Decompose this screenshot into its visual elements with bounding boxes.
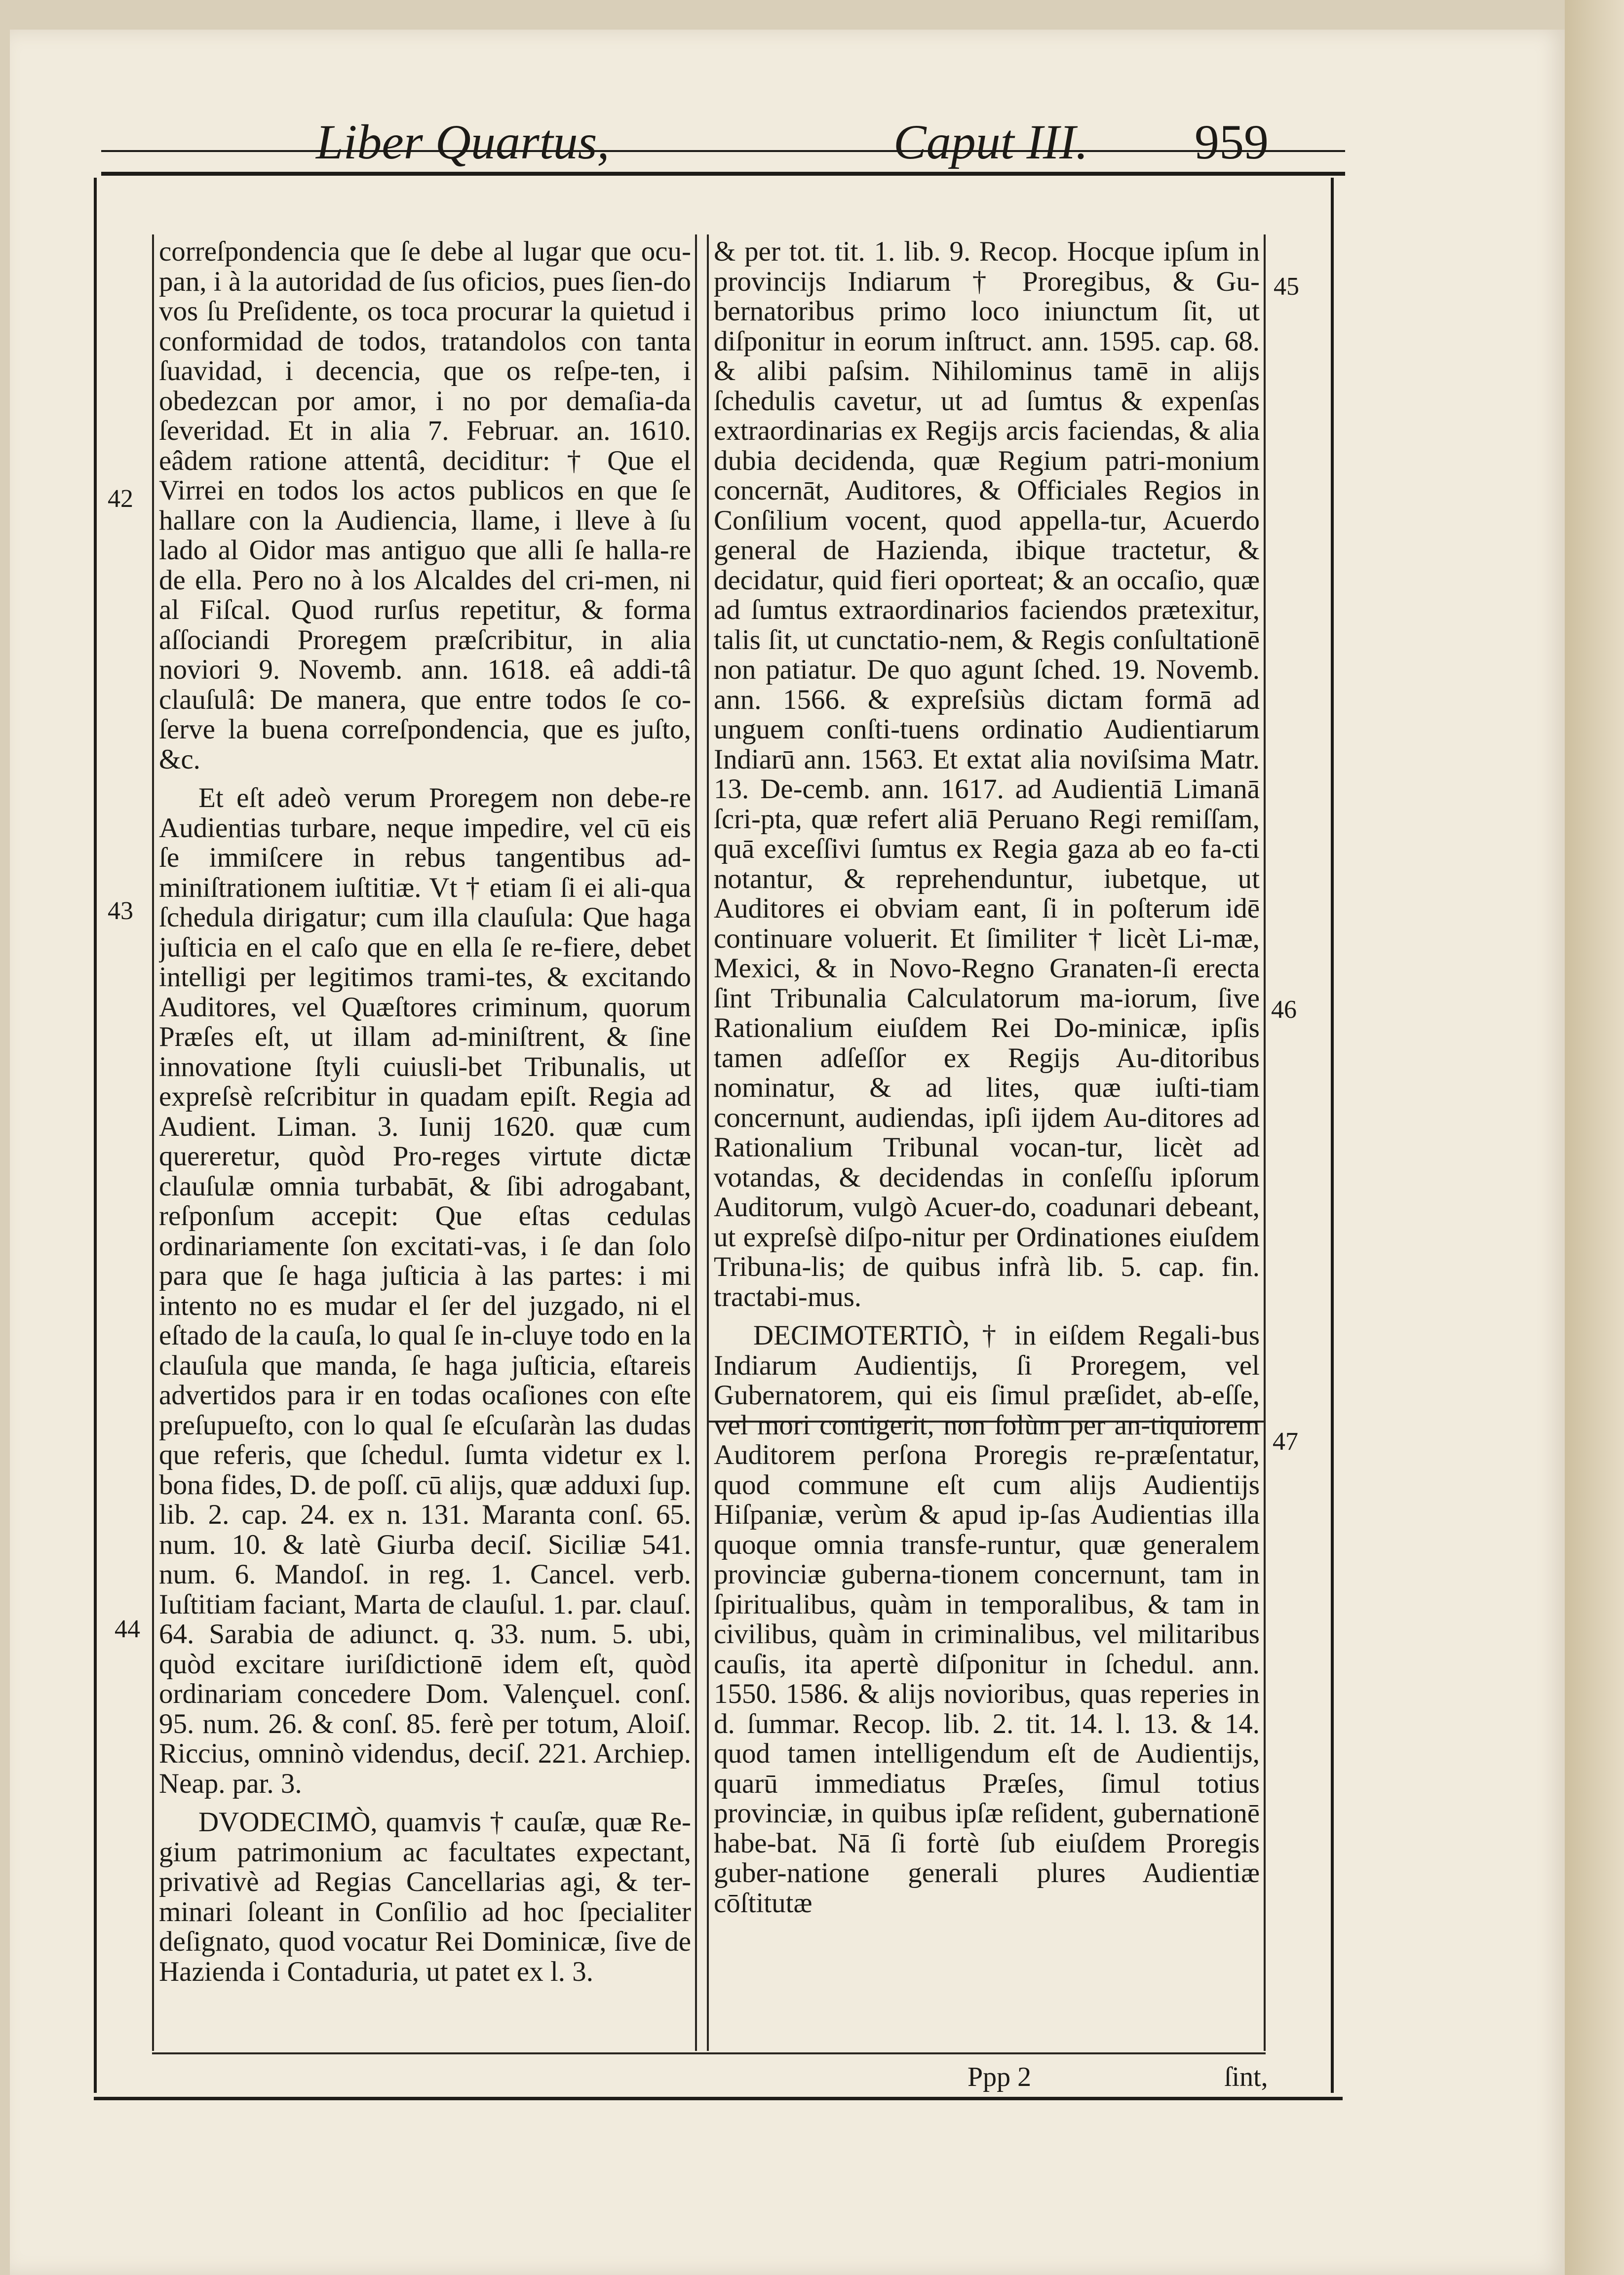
paragraph: DECIMOTERTIÒ, † in eiſdem Regali-bus Indiarum Audientijs, ſi Proregem, vel Gubernatorem, qui eis ſimul præſidet, ab-eſſe, vel mori contigerit, non ſolùm per an-tiquiorem Auditorem perſona Proregis re-præſentatur, quod commune eſt cum alijs Audientijs Hiſpaniæ, verùm & apud ip-ſas Audientias illa quoque omnia transfe-runtur, quæ generalem provinciæ guberna-tionem concernunt, tam in ſpiritualibus, quàm in temporalibus, & tam in civilibus, quàm in criminalibus, vel militaribus cauſis, ita apertè diſponitur in ſchedul. ann. 1550. 1586. & alijs novioribus, quas reperies in d. ſummar. Recop. lib. 2. tit. 14. l. 13. & 14. quod tamen intelligendum eſt de Audientijs, quarū immediatus Præſes, ſimul totius provinciæ, in quibus ipſæ reſident, gubernationē habe-bat. Nā ſi fortè ſub eiuſdem Proregis guber-natione generali plures Audientiæ cōſtitutæ [714, 1320, 1260, 1919]
paragraph: Et eſt adeò verum Proregem non debe-re Audientias turbare, neque impedire, vel cū eis ſe immiſcere in rebus tangentibus ad-miniſtrationem iuſtitiæ. Vt † etiam ſi ei ali-qua ſchedula dirigatur; cum illa clauſula: Que haga juſticia en el caſo que en ella ſe re-fiere, debet intelligi per legitimos trami-tes, & excitando Auditores, vel Quæſtores criminum, quorum Præſes eſt, ut illam ad-miniſtrent, & ſine innovatione ſtyli cuiusli-bet Tribunalis, ut expreſsè reſcribitur in quadam epiſt. Regia ad Audient. Liman. 3. Iunij 1620. quæ cum quereretur, quòd Pro-reges virtute dictæ clauſulæ omnia turbabāt, & ſibi adrogabant, reſponſum accepit: Que eſtas cedulas ordinariamente ſon excitati-vas, i ſe dan ſolo para que ſe haga juſticia à las partes: i mi intento no es mudar el ſer del juzgado, ni el eſtado de la cauſa, lo qual ſe in-cluye todo en la clauſula que manda, ſe haga juſticia, eſtareis advertidos para ir en todas ocaſiones con eſte preſupueſto, con lo qual ſe eſcuſaràn las dudas que referis, que ſchedul. ſumta videtur ex l. bona fides, D. de poſſ. cū alijs, quæ adduxi ſup. lib. 2. cap. 24. ex n. 131. Maranta conſ. 65. num. 10. & latè Giurba deciſ. Siciliæ 541. num. 6. Mandoſ. in reg. 1. Cancel. verb. Iuſtitiam faciant, Marta de clauſul. 1. par. clauſ. 64. Sarabia de adiunct. q. 33. num. 5. ubi, quòd excitare iuriſdictionē idem eſt, quòd ordinariam concedere Dom. Valençuel. conſ. 95. num. 26. & conſ. 85. ferè per totum, Aloiſ. Riccius, omninò videndus, deciſ. 221. Archiep. Neap. par. 3. [159, 782, 691, 1799]
paragraph: correſpondencia que ſe debe al lugar que ocu-pan, i à la autoridad de ſus oficios, pues ſien-do vos ſu Preſidente, os toca procurar la quietud i conformidad de todos, tratandolos con tanta ſuavidad, i decencia, que os reſpe-ten, i obedezcan por amor, i no por demaſia-da ſeveridad. Et in alia 7. Februar. an. 1610. eâdem ratione attentâ, deciditur: † Que el Virrei en todos los actos publicos en que ſe hallare con la Audiencia, llame, i lleve à ſu lado al Oidor mas antiguo que alli ſe halla-re de ella. Pero no à los Alcaldes del cri-men, ni al Fiſcal. Quod rurſus repetitur, & forma aſſociandi Proregem præſcribitur, in alia noviori 9. Novemb. ann. 1618. eâ addi-tâ clauſulâ: De manera, que entre todos ſe co-ſerve la buena correſpondencia, que es juſto, &c. [159, 237, 691, 775]
page-number: 959 [1195, 115, 1269, 169]
margin-number: 46 [1271, 996, 1297, 1024]
center-column-rule-a [695, 234, 697, 2051]
right-column-rule [1264, 234, 1266, 2051]
right-column [714, 237, 1260, 2044]
margin-number: 45 [1274, 272, 1299, 301]
margin-number: 43 [108, 897, 133, 925]
paragraph: & per tot. tit. 1. lib. 9. Recop. Hocque ipſum in provincijs Indiarum † Proregibus, & Gu-bernatoribus primo loco iniunctum ſit, ut diſponitur in eorum inſtruct. ann. 1595. cap. 68. & alibi paſsim. Nihilominus tamē in alijs ſchedulis cavetur, ut ad ſumtus & expenſas extraordinarias ex Regijs arcis faciendas, & alia dubia decidenda, quæ Regium patri-monium concernāt, Auditores, & Officiales Regios in Conſilium vocent, quod appella-tur, Acuerdo general de Hazienda, ibique tractetur, & decidatur, quid fieri oporteat; & an occaſio, quæ ad ſumtus extraordinarios faciendos prætexitur, talis ſit, ut cunctatio-nem, & Regis conſultationē non patiatur. De quo agunt ſched. 19. Novemb. ann. 1566. & expreſsiùs dictam formā ad unguem conſti-tuens ordinatio Audientiarum Indiarū ann. 1563. Et extat alia noviſsima Matr. 13. De-cemb. ann. 1617. ad Audientiā Limanā ſcri-pta, quæ refert aliā Peruano Regi remiſſam, quā exceſſivi ſumtus ex Regia gaza ab eo fa-cti notantur, & reprehenduntur, iubetque, ut Auditores ei obviam eant, ſi in poſterum idē continuare voluerit. Et ſimiliter † licèt Li-mæ, Mexici, & in Novo-Regno Granaten-ſi erecta ſint Tribunalia Calculatorum ma-iorum, ſive Rationalium eiuſdem Rei Do-minicæ, ipſis tamen adſeſſor ex Regijs Au-ditoribus nominatur, & ad lites, quæ iuſti-tiam concernunt, audiendas, ipſi ijdem Au-ditores ad Rationalium Tribunal vocan-tur, licèt ad votandas, & decidendas in conſeſſu ipſorum Auditorum, vulgò Acuer-do, coadunari debeant, ut expreſsè diſpo-nitur per Ordinationes eiuſdem Tribuna-lis; de quibus infrà lib. 5. cap. fin. tractabi-mus. [714, 237, 1260, 1312]
signature-mark: Ppp 2 [967, 2062, 1032, 2092]
header-rule [101, 172, 1345, 176]
paragraph: DVODECIMÒ, quamvis † cauſæ, quæ Re-gium patrimonium ac facultates expectant, privativè ad Regias Cancellarias agi, & ter-minari ſoleant in Conſilio ad hoc ſpecialiter deſignato, quod vocatur Rei Dominicæ, ſive de Hazienda i Contaduria, ut patet ex l. 3. [159, 1807, 691, 1987]
catchword: ſint, [1224, 2062, 1268, 2092]
running-head-center: Caput III. [893, 115, 1088, 169]
margin-number: 42 [108, 485, 133, 513]
margin-number: 47 [1273, 1427, 1298, 1456]
page-edge [1565, 0, 1624, 2275]
footer-rule [94, 2097, 1343, 2100]
left-column-rule [152, 234, 154, 2051]
column-bottom-rule [152, 2052, 1266, 2054]
running-head-left: Liber Quartus, [316, 115, 610, 169]
margin-number: 44 [115, 1615, 140, 1643]
header-rule-thin [101, 150, 1345, 152]
center-column-rule-b [707, 234, 709, 2051]
left-column [159, 237, 691, 2044]
